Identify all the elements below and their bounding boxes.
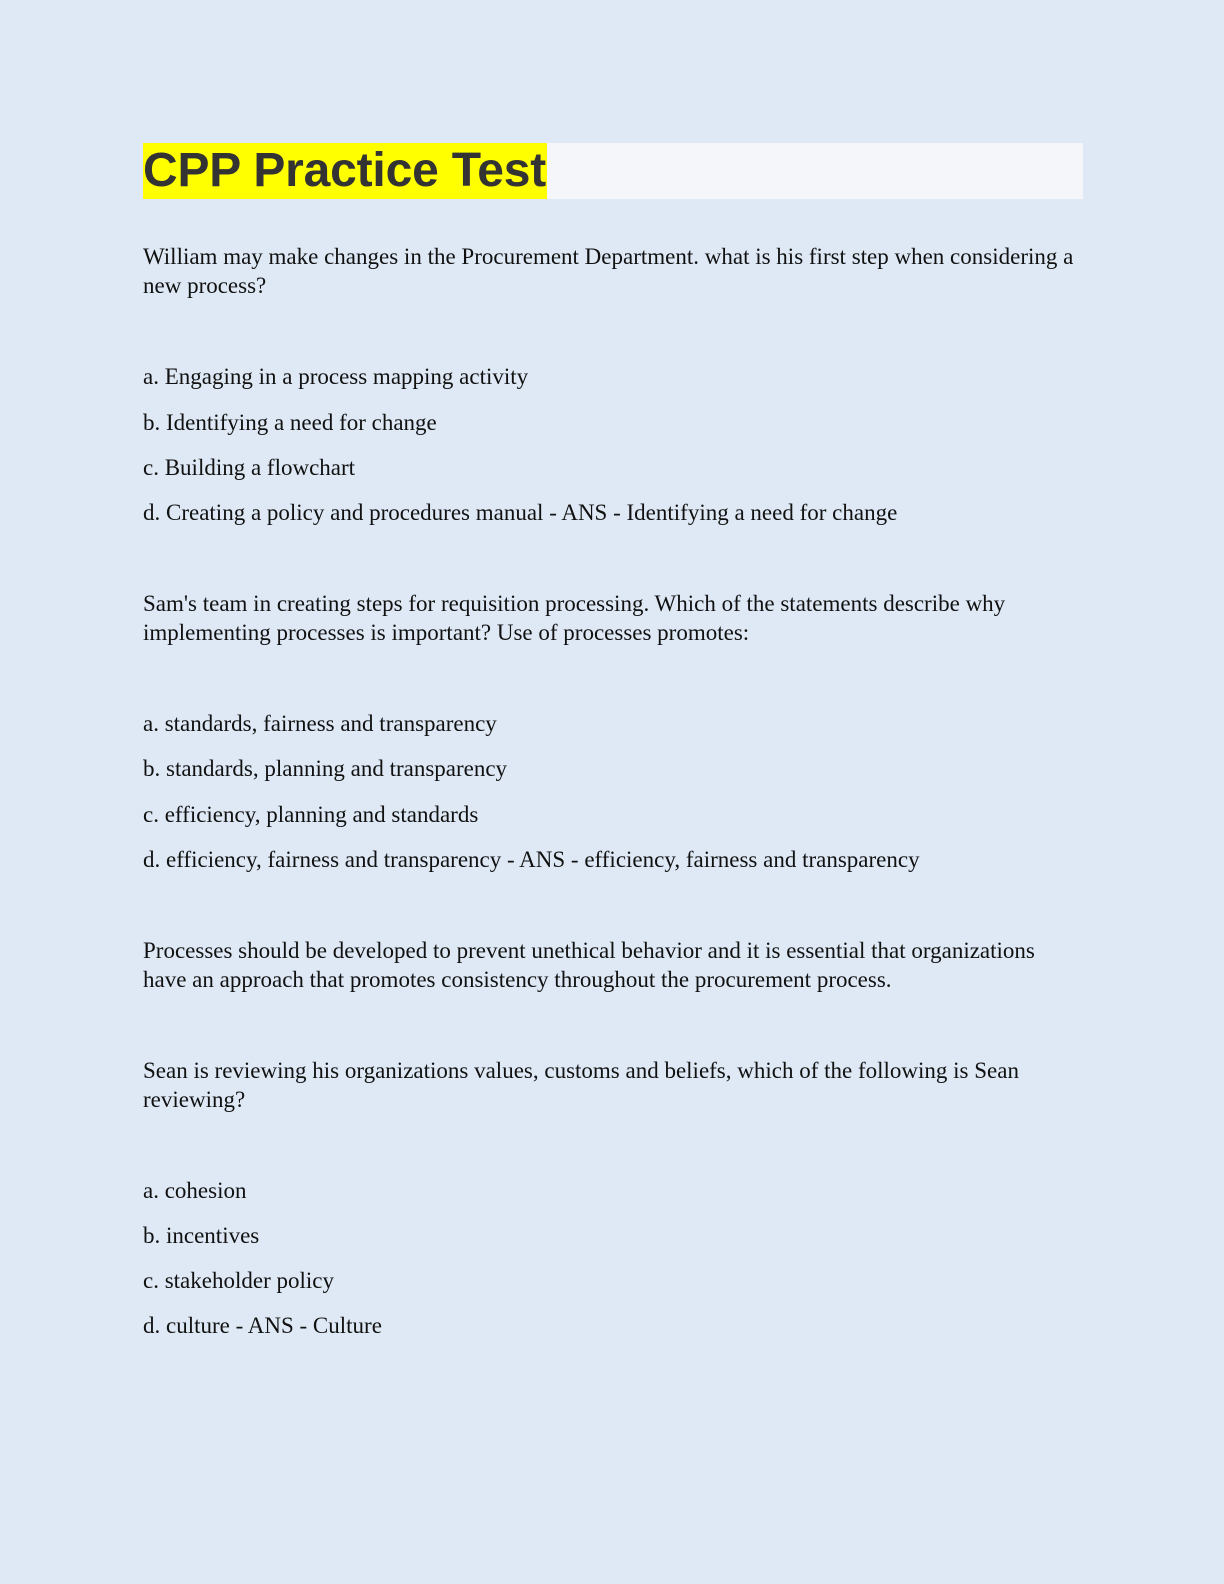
title-bar [143, 143, 1083, 199]
question-3-option-b: b. incentives [143, 1223, 260, 1248]
question-3-option-d-answer: d. culture - ANS - Culture [143, 1313, 382, 1338]
question-2-text: Sam's team in creating steps for requisition processing. Which of the statements describe why implementing processes is important? Use of processes promotes: [143, 591, 1006, 645]
question-1-text: William may make changes in the Procurement Department. what is his first step when considering a new process? [143, 244, 1074, 298]
question-1-option-d-answer: d. Creating a policy and procedures manual - ANS - Identifying a need for change [143, 500, 898, 525]
document-page [143, 143, 1083, 1338]
question-2-option-d-answer: d. efficiency, fairness and transparency - ANS - efficiency, fairness and transparency [143, 847, 920, 872]
question-3-option-c: c. stakeholder policy [143, 1268, 334, 1293]
question-3-text: Sean is reviewing his organizations values, customs and beliefs, which of the following is Sean reviewing? [143, 1058, 1019, 1112]
question-1-option-c: c. Building a flowchart [143, 455, 356, 480]
question-1-option-b: b. Identifying a need for change [143, 410, 437, 435]
question-1-option-a: a. Engaging in a process mapping activity [143, 364, 529, 389]
question-3-option-a: a. cohesion [143, 1178, 247, 1203]
question-2-option-c: c. efficiency, planning and standards [143, 802, 479, 827]
question-2-option-a: a. standards, fairness and transparency [143, 711, 497, 736]
question-2-option-b: b. standards, planning and transparency [143, 756, 508, 781]
note-paragraph: Processes should be developed to prevent unethical behavior and it is essential that organizations have an approach that promotes consistency throughout the procurement process. [143, 938, 1035, 992]
page-title: CPP Practice Test [143, 144, 547, 197]
